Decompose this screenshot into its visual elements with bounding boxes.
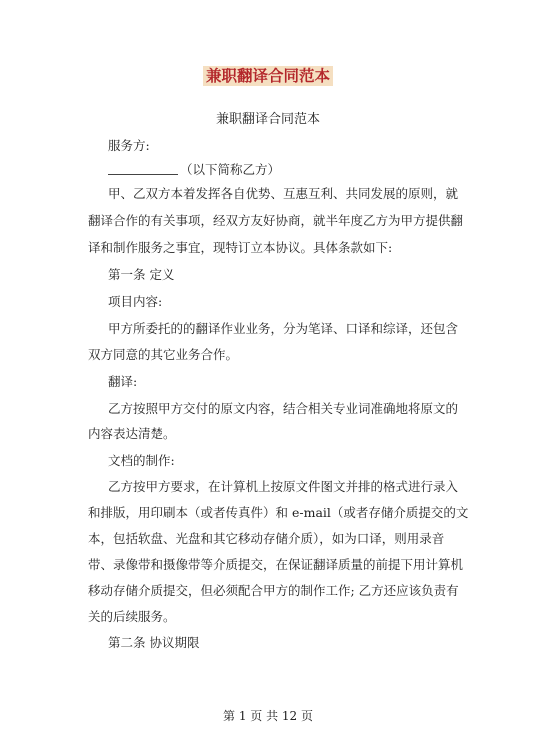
document-heading: 兼职翻译合同范本	[0, 64, 536, 86]
paragraph-line: 双方同意的其它业务合作。	[88, 347, 239, 362]
paragraph-line: 甲、乙双方本着发挥各自优势、互惠互利、共同发展的原则，就	[108, 186, 459, 201]
page-number-footer: 第 1 页 共 12 页	[223, 709, 313, 723]
paragraph-line: 本，包括软盘、光盘和其它移动存储介质），如为口译，则用录音	[88, 531, 445, 546]
paragraph-line: 移动存储介质提交，但必须配合甲方的制作工作; 乙方还应该负责有	[88, 583, 459, 598]
document-subtitle: 兼职翻译合同范本	[215, 112, 320, 127]
paragraph-line: 内容表达清楚。	[88, 426, 176, 441]
paragraph-line: 关的后续服务。	[88, 609, 176, 624]
paragraph-line: 带、录像带和摄像带等介质提交，在保证翻译质量的前提下用计算机	[88, 557, 464, 572]
paragraph-line: 和排版，用印刷本（或者传真件）和 e-mail（或者存储介质提交的文	[88, 505, 469, 520]
paragraph-line: 项目内容:	[108, 294, 163, 309]
paragraph-line: 服务方:	[108, 138, 150, 153]
fill-in-blank	[108, 162, 178, 175]
paragraph-line: 文档的制作:	[108, 453, 175, 468]
paragraph-line: 乙方按甲方要求，在计算机上按原文件图文并排的格式进行录入	[108, 479, 459, 494]
paragraph-line: （以下简称乙方）	[108, 162, 280, 178]
paragraph-line: 乙方按照甲方交付的原文内容，结合相关专业词准确地将原文的	[108, 401, 459, 416]
paragraph-line: 第一条 定义	[108, 267, 175, 282]
paragraph-line: 第二条 协议期限	[108, 635, 200, 650]
paragraph-line: 翻译合作的有关事项，经双方友好协商，就半年度乙方为甲方提供翻	[88, 213, 464, 228]
paragraph-line: 甲方所委托的的翻译作业业务，分为笔译、口译和综译，还包含	[108, 321, 459, 336]
paragraph-line: 译和制作服务之事宜，现特订立本协议。具体条款如下:	[88, 240, 393, 255]
paragraph-line: 翻译:	[108, 374, 138, 389]
